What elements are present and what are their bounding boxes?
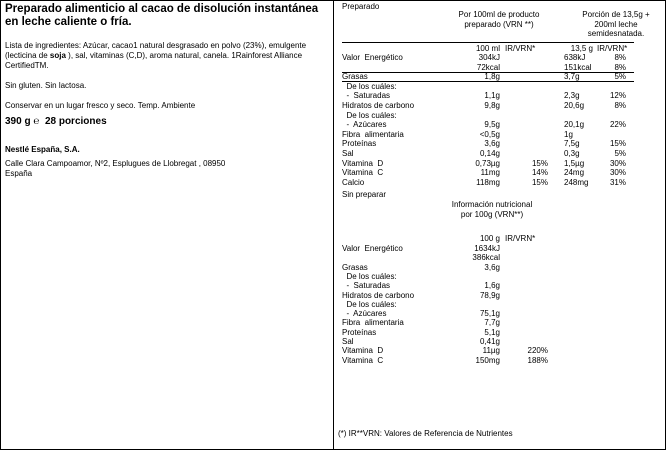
- column-divider: [333, 0, 334, 449]
- header-rule: [342, 42, 634, 43]
- prepared-per100-header-line: Por 100ml de producto: [458, 10, 540, 19]
- nutrient-percent-portion: 30%: [609, 168, 626, 178]
- unprepared-sub-100g: 100 g: [479, 234, 500, 243]
- nutrient-value-100ml: 0,73µg: [475, 158, 500, 168]
- nutrient-label: Sal: [342, 337, 354, 346]
- nutrient-label: De los cuáles:: [342, 271, 397, 281]
- prepared-portion-header-line: 200ml leche: [594, 19, 638, 29]
- nutrient-value-portion: 1,5µg: [564, 158, 585, 168]
- nutrient-value-100g: 150mg: [475, 355, 500, 365]
- nutrient-value-100g: 1634kJ: [474, 244, 500, 253]
- nutrient-value-100ml: 1,8g: [484, 72, 500, 82]
- company-address: Calle Clara Campoamor, Nº2, Esplugues de Llobregat , 08950: [5, 159, 226, 168]
- nutrient-value-portion: 20,6g: [564, 101, 585, 110]
- nutrient-percent-portion: 12%: [609, 91, 626, 101]
- nutrient-value-portion: 24mg: [564, 168, 585, 178]
- nutrient-label: Vitamina C: [342, 168, 384, 178]
- company-country: España: [5, 169, 33, 178]
- nutrient-label: Vitamina D: [342, 346, 384, 356]
- nutrient-percent-portion: 8%: [614, 101, 626, 110]
- nutrient-value-100g: 78,9g: [479, 290, 500, 300]
- net-weight-line: [5, 117, 327, 127]
- company-name: Nestlé España, S.A.: [5, 145, 80, 154]
- nutrient-value-100g: 11µg: [482, 346, 500, 356]
- nutrient-label: Hidratos de carbono: [342, 101, 415, 110]
- footnote: (*) IR**VRN: Valores de Referencia de Nutrientes: [338, 429, 513, 438]
- nutrient-label: Fibra alimentaria: [342, 129, 404, 139]
- nutrient-value-100ml: <0,5g: [479, 129, 500, 139]
- net-weight: 390 g: [5, 116, 31, 127]
- ingredients-text-end: ), sal, vitaminas (C,D), aroma natural, canela. 1Rainforest Alliance CertifiedTM.: [5, 51, 303, 70]
- storage-instructions: Conservar en un lugar fresco y seco. Temp. Ambiente: [5, 101, 196, 110]
- nutrient-percent-portion: 5%: [614, 149, 626, 158]
- nutrient-percent-portion: 22%: [609, 120, 626, 130]
- nutrient-percent-portion: 8%: [614, 53, 626, 62]
- nutrient-label: - Azúcares: [342, 120, 387, 130]
- unprepared-heading: Sin preparar: [342, 190, 387, 199]
- nutrient-label: Proteínas: [342, 139, 377, 149]
- allergen-free-note: Sin gluten. Sin lactosa.: [5, 81, 87, 90]
- nutrient-label: - Saturadas: [342, 91, 391, 101]
- nutrient-value-100ml: 9,8g: [484, 101, 500, 110]
- nutrient-percent-portion: 15%: [609, 139, 626, 149]
- nutrient-label: Vitamina C: [342, 355, 384, 365]
- nutrient-value-portion: 3,7g: [564, 72, 580, 82]
- unprepared-header-line: por 100g (VRN**): [460, 209, 524, 219]
- nutrient-label: - Saturadas: [342, 281, 391, 291]
- portions: 28 porciones: [44, 116, 107, 127]
- nutrient-value-100ml: 72kcal: [476, 62, 500, 72]
- prepared-per100-header-line: preparado (VRN **): [464, 19, 534, 29]
- nutrient-label: Calcio: [342, 177, 365, 187]
- prepared-heading: Preparado: [342, 2, 380, 11]
- nutrient-label: Proteínas: [342, 327, 377, 337]
- nutrient-value-100ml: 0,14g: [479, 149, 500, 158]
- prepared-sub-ir: IR/VRN*: [505, 44, 536, 53]
- unprepared-header-line: Información nutricional: [451, 200, 533, 209]
- nutrient-value-portion: 638kJ: [564, 53, 586, 62]
- nutrient-value-100ml: 9,5g: [484, 120, 500, 130]
- ingredients-text: Lista de ingredientes: Azúcar, cacao1 natural desgrasado en polvo (23%), emulgente (lecticina de: [5, 41, 307, 60]
- nutrient-percent-portion: 8%: [614, 62, 626, 72]
- estimated-sign-icon: ℮: [33, 116, 40, 127]
- nutrient-value-100g: 7,7g: [484, 318, 500, 328]
- prepared-portion-header-line: Porción de 13,5g +: [582, 10, 650, 19]
- nutrient-value-100g: 0,41g: [479, 337, 500, 346]
- prepared-sub-100ml: 100 ml: [475, 44, 500, 53]
- nutrient-value-100ml: 3,6g: [484, 139, 500, 149]
- unprepared-header: [442, 200, 542, 219]
- nutrient-value-100ml: 11mg: [480, 168, 500, 178]
- allergen-soja: soja: [49, 51, 66, 60]
- nutrient-percent-100ml: 15%: [531, 177, 548, 187]
- nutrient-value-portion: 248mg: [564, 177, 589, 187]
- nutrient-label: Fibra alimentaria: [342, 318, 404, 328]
- nutrient-percent-100g: 188%: [527, 355, 548, 365]
- nutrient-value-100g: 75,1g: [479, 309, 500, 319]
- prepared-sub-portion: 13,5 g: [570, 44, 593, 53]
- nutrient-value-portion: 1g: [564, 129, 573, 139]
- product-title: Preparado alimenticio al cacao de disolución instantánea en leche caliente o fría.: [5, 3, 319, 28]
- nutrient-label: Valor Energético: [342, 244, 403, 253]
- nutrient-value-100g: 3,6g: [484, 262, 500, 272]
- nutrient-value-100ml: 304kJ: [478, 53, 500, 62]
- nutrient-percent-portion: 30%: [609, 158, 626, 168]
- nutrient-percent-portion: 5%: [614, 72, 626, 82]
- nutrient-label: De los cuáles:: [342, 110, 397, 120]
- nutrient-percent-100ml: 14%: [531, 168, 548, 178]
- prepared-sub-ir2: IR/VRN*: [597, 44, 628, 53]
- nutrient-label: Grasas: [342, 72, 368, 82]
- nutrient-value-portion: 0,3g: [564, 149, 580, 158]
- prepared-portion-header: [570, 10, 662, 39]
- nutrient-label: Hidratos de carbono: [342, 290, 415, 300]
- nutrient-value-portion: 151kcal: [564, 62, 592, 72]
- prepared-portion-header-line: semidesnatada.: [587, 29, 645, 38]
- nutrient-label: Vitamina D: [342, 158, 384, 168]
- nutrient-value-portion: 20,1g: [564, 120, 585, 130]
- nutrient-percent-portion: 31%: [609, 177, 626, 187]
- nutrient-value-100g: 5,1g: [484, 327, 500, 337]
- nutrient-value-portion: 2,3g: [564, 91, 580, 101]
- nutrient-value-100ml: 1,1g: [484, 91, 500, 101]
- nutrient-value-100g: 1,6g: [484, 281, 500, 291]
- nutrient-value-portion: 7,5g: [564, 139, 580, 149]
- ingredients-list: [5, 41, 327, 71]
- unprepared-sub-ir: IR/VRN*: [505, 234, 536, 243]
- nutrient-percent-100ml: 15%: [531, 158, 548, 168]
- nutrient-label: - Azúcares: [342, 309, 387, 319]
- product-info-panel: [5, 3, 327, 179]
- nutrient-value-100ml: 118mg: [476, 177, 500, 187]
- nutrient-label: Grasas: [342, 262, 368, 272]
- prepared-per100-header: [434, 10, 564, 29]
- nutrient-label: De los cuáles:: [342, 81, 397, 91]
- nutrient-value-100g: 386kcal: [472, 253, 500, 263]
- manufacturer: [5, 145, 327, 179]
- nutrient-percent-100g: 220%: [527, 346, 548, 356]
- nutrient-label: Valor Energético: [342, 53, 403, 62]
- nutrient-label: De los cuáles:: [342, 299, 397, 309]
- nutrient-label: Sal: [342, 149, 354, 158]
